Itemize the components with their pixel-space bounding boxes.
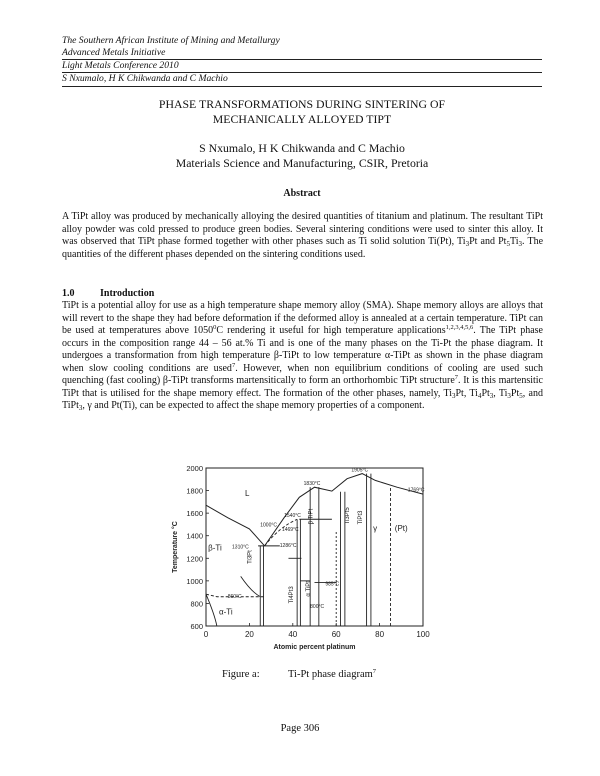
section-heading-introduction (62, 288, 155, 299)
phase-annotation: 1540°C (284, 512, 301, 519)
phase-annotation: 1469°C (281, 527, 299, 534)
phase-annotation: Ti3Pt (247, 550, 254, 564)
phase-annotation: 985°C (325, 581, 340, 588)
phase-annotation: 1830°C (303, 480, 321, 487)
x-axis-label: Atomic percent platinum (273, 644, 356, 651)
x-tick-label: 100 (416, 630, 430, 639)
y-tick-label: 2000 (186, 464, 203, 473)
phase-boundary-line (265, 474, 423, 546)
author-affiliation: Materials Science and Manufacturing, CSIR, Pretoria (175, 156, 429, 170)
phase-annotation: α TiPt (306, 581, 313, 597)
phase-annotation: 800°C (310, 603, 325, 610)
section-title: Introduction (100, 288, 155, 299)
abstract-heading: Abstract (283, 188, 321, 199)
phase-annotation: 1905°C (351, 467, 369, 474)
author-block (62, 141, 542, 171)
phase-annotation: β-Ti (208, 543, 222, 553)
phase-annotation: L (245, 489, 250, 499)
header-conference: Light Metals Conference 2010 (62, 60, 179, 71)
paper-title-line1: PHASE TRANSFORMATIONS DURING SINTERING OF (158, 97, 446, 111)
y-tick-label: 1200 (186, 554, 203, 564)
header-authors: S Nxumalo, H K Chikwanda and C Machio (62, 73, 228, 84)
page-number: Page 306 (280, 723, 320, 734)
phase-annotation: β TiPt (308, 508, 315, 525)
x-tick-label: 40 (288, 630, 298, 639)
phase-annotation: (Pt) (394, 524, 408, 534)
header-institute: The Southern African Institute of Mining and Metallurgy (62, 35, 280, 46)
y-tick-label: 1600 (186, 509, 203, 519)
phase-annotation: TiPt3 (358, 510, 365, 525)
phase-annotation: 1310°C (232, 544, 249, 551)
figure-caption-text: Ti-Pt phase diagram$^7$ (288, 668, 377, 680)
phase-annotation: 1769°C (407, 487, 425, 494)
phase-annotation: 1286°C (279, 543, 297, 549)
introduction-text: TiPt is a potential alloy for use as a high temperature shape memory alloy (SMA). Shape memory alloys are alloys that will revert to the shape they had before deformation if the deformed alloy is annealed at a certain temperature. TiPt can be used at temperatures above 1050$^0$C rendering it useful for high temperature applications$^{1,2,3,4,5,6}$. The TiPt phase occurs in the composition range 44 – 56 at.% Ti and is one of the many phases on the Ti-Pt the phase diagram. It undergoes a transformation from high temperature β-TiPt to low temperature α-TiPt as shown in the phase diagram when slow cooling conditions are used$^7$. However, when non equilibrium conditions of cooling are used such quenching (fast cooling) β-TiPt transforms martensitically to form an orthorhombic TiPt structure$^7$. It is this martensitic TiPt that is utilised for the shape memory effect. The formation of the other phases, namely, $Ti_3Pt$, $Ti_4Pt_3$, $Ti_3Pt_5$, and TiPt$_3$, γ and Pt(Ti), can be expected to affect the shape memory properties of a component. (62, 300, 543, 412)
section-number: 1.0 (62, 288, 75, 299)
phase-boundary-line (206, 505, 265, 546)
y-tick-label: 1000 (186, 576, 203, 586)
x-tick-label: 60 (331, 630, 341, 639)
phase-annotation: 1000°C (260, 522, 277, 529)
alpha-ti-boundary (206, 594, 217, 626)
phase-annotation: γ (373, 524, 378, 534)
header-rule (62, 86, 542, 87)
y-axis-label: Temperature °C (172, 521, 179, 573)
x-tick-label: 80 (375, 630, 385, 639)
y-tick-label: 800 (190, 599, 203, 609)
abstract-text: A TiPt alloy was produced by mechanically alloying the desired quantities of titanium and platinum. The resultant TiPt alloy powder was cold pressed to produce green bodies. Several sintering conditions were used to sinter this alloy. It was observed that TiPt phase formed together with other phases such as Ti solid solution Ti(Pt), $Ti_3Pt$ and $Pt_5Ti_3$. The quantities of the different phases depended on the sintering conditions used. (62, 211, 544, 260)
phase-annotation: Ti4Pt3 (288, 586, 295, 604)
x-tick-label: 0 (203, 630, 209, 639)
phase-diagram-chart (166, 462, 442, 656)
figure-label: Figure a: (222, 669, 260, 680)
paper-title-line2: MECHANICALLY ALLOYED TIPT (212, 112, 392, 126)
header-initiative: Advanced Metals Initiative (62, 47, 166, 58)
phase-annotation: Ti3Pt5 (345, 507, 352, 525)
phase-annotation: α-Ti (219, 607, 233, 617)
y-tick-label: 1800 (186, 486, 203, 496)
alpha-ti-solvus (241, 576, 261, 596)
y-tick-label: 600 (190, 622, 203, 631)
y-tick-label: 1400 (186, 531, 203, 541)
phase-annotation: 860°C (227, 593, 242, 600)
author-names: S Nxumalo, H K Chikwanda and C Machio (199, 141, 405, 155)
x-tick-label: 20 (244, 630, 254, 639)
